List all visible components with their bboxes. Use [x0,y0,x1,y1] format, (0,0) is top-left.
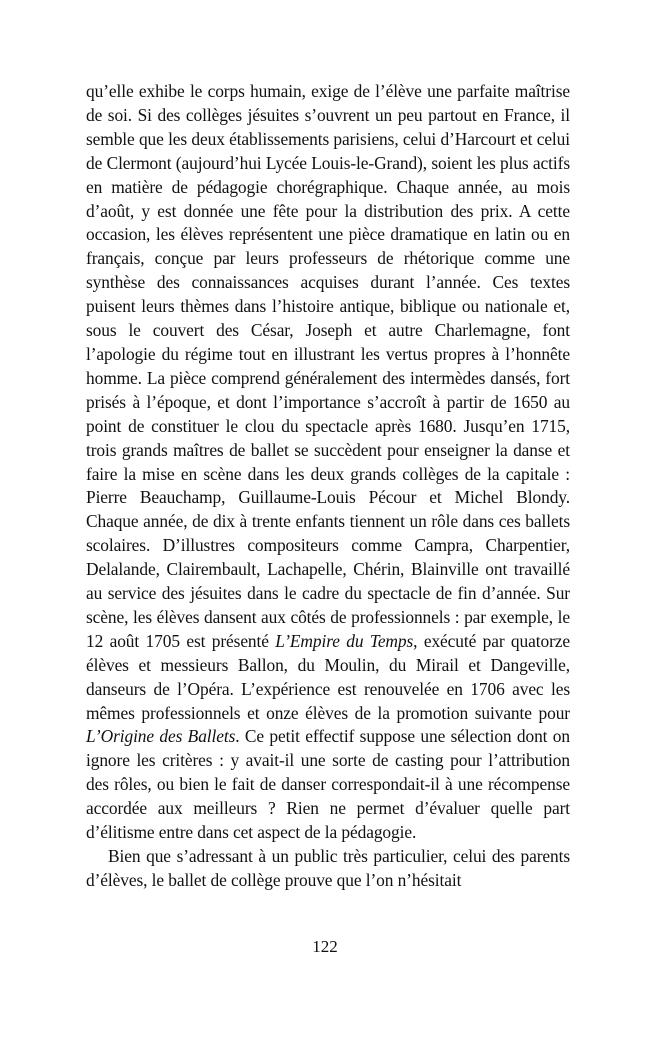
text-segment: qu’elle exhibe le corps humain, exige de l’élève une parfaite maîtrise de soi. Si des collèges jésuites s’ouvrent un peu partout en France, il semble que les deux établissements parisiens, celui d’Harcourt et celui de Clermont (aujourd’hui Lycée Louis-le-Grand), soient les plus actifs en matière de pédagogie chorégraphique. Chaque année, au mois d’août, y est donnée une fête pour la distribution des prix. A cette occasion, les élèves représentent une pièce dramatique en latin ou en français, conçue par leurs professeurs de rhétorique comme une synthèse des connaissances acquises durant l’année. Ces textes puisent leurs thèmes dans l’histoire antique, biblique ou nationale et, sous le couvert des César, Joseph et autre Charlemagne, font l’apologie du régime tout en illustrant les vertus propres à l’honnête homme. La pièce comprend généralement des intermèdes dansés, fort prisés à l’époque, et dont l’importance s’accroît à partir de 1650 au point de constituer le clou du spectacle après 1680. Jusqu’en 1715, trois grands maîtres de ballet se succèdent pour enseigner la danse et faire la mise en scène dans les deux grands collèges de la capitale : Pierre Beauchamp, Guillaume-Louis Pécour et Michel Blondy. Chaque année, de dix à trente enfants tiennent un rôle dans ces ballets scolaires. D’illustres compositeurs comme Campra, Charpentier, Delalande, Clairembault, Lachapelle, Chérin, Blainville ont travaillé au service des jésuites dans le cadre du spectacle de fin d’année. Sur scène, les élèves dansent aux côtés de professionnels : par exemple, le 12 août 1705 est présenté [86,81,570,651]
page-number: 122 [312,937,338,956]
page-body [86,80,570,893]
paragraph-2 [86,845,570,893]
work-title-origine-des-ballets: L’Origine des Ballets [86,726,236,747]
text-segment: . Ce petit effectif suppose une sélection dont on ignore les critères : y avait-il une sorte de casting pour l’attribution des rôles, ou bien le fait de danser correspondait-il à une récompense accordée aux meilleurs ? Rien ne permet d’évaluer quelle part d’élitisme entre dans cet aspect de la pédagogie. [86,726,570,843]
text-segment: Bien que s’adressant à un public très particulier, celui des parents d’élèves, le ballet de collège prouve que l’on n’hésitait [86,846,570,890]
text-segment: , exécuté par quatorze élèves et messieurs Ballon, du Moulin, du Mirail et Dangeville, danseurs de l’Opéra. L’expérience est renouvelée en 1706 avec les mêmes professionnels et onze élèves de la promotion suivante pour [86,630,570,723]
work-title-empire-du-temps: L’Empire du Temps [275,630,414,651]
paragraph-1 [86,80,570,845]
